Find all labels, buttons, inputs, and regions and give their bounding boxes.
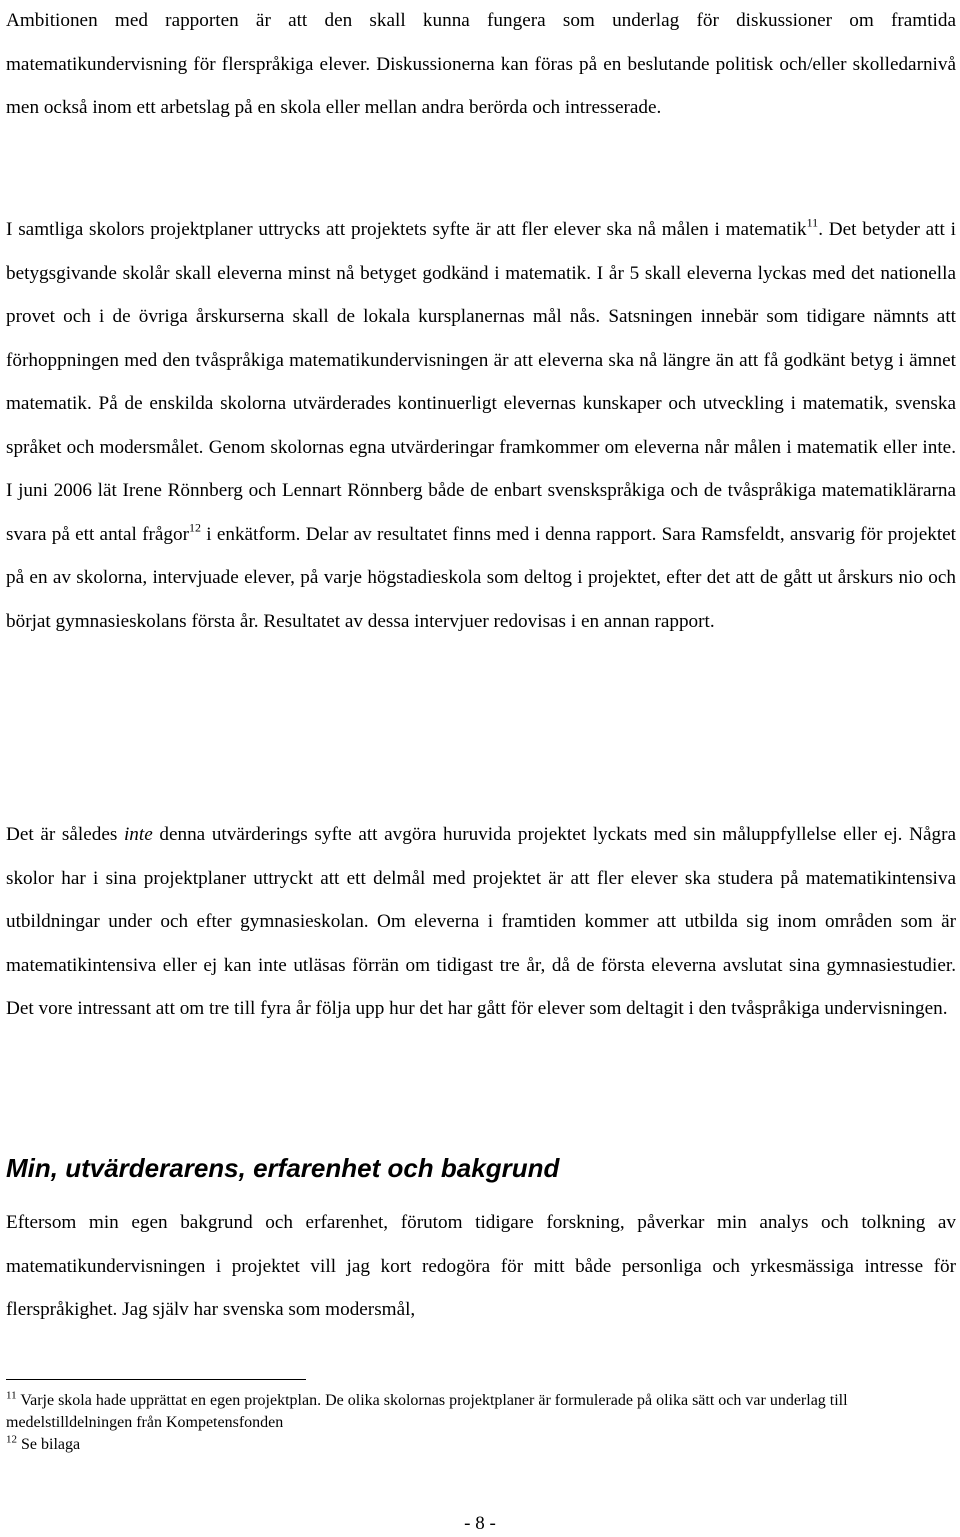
section-heading: Min, utvärderarens, erfarenhet och bakgrund bbox=[6, 1153, 560, 1183]
footnote-11 bbox=[6, 1390, 956, 1434]
paragraph-text: denna utvärderings syfte att avgöra huruvida projektet lyckats med sin måluppfyllelse eller ej. Några skolor har i sina projektplaner uttryckt att ett delmål med projektet är att fler elever ska studera på matematikintensiva utbildningar under och efter gymnasieskolan. Om eleverna i framtiden kommer att utbilda sig inom områden som är matematikintensiva eller ej kan inte utläsas förrän om tidigast tre år, då de första eleverna avslutat sina gymnasiestudier. Det vore intressant att om tre till fyra år följa upp hur det har gått för elever som deltagit i den tvåspråkiga undervisningen. bbox=[6, 824, 956, 1019]
footnote-text: Se bilaga bbox=[21, 1436, 81, 1453]
page-number: - 8 - bbox=[464, 1513, 496, 1534]
emphasis-text: inte bbox=[123, 824, 153, 845]
footnote-marker: 12 bbox=[6, 1433, 17, 1446]
footnote-separator bbox=[6, 1379, 306, 1380]
paragraph-background: Eftersom min egen bakgrund och erfarenhet, förutom tidigare forskning, påverkar min analys och tolkning av matematikundervisningen i projektet vill jag kort redogöra för mitt både personliga och yrkesmässiga intresse för flerspråkighet. Jag själv har svenska som modersmål, bbox=[6, 1212, 956, 1320]
footnote-12 bbox=[6, 1434, 956, 1456]
footnote-text: Varje skola hade upprättat en egen projektplan. De olika skolornas projektplaner är formulerade på olika sätt och var underlag till medelstilldelningen från Kompetensfonden bbox=[6, 1392, 848, 1431]
paragraph-report-ambition: Ambitionen med rapporten är att den skall kunna fungera som underlag för diskussioner om framtida matematikundervisning för flerspråkiga elever. Diskussionerna kan föras på en beslutande politisk och/eller skolledarnivå men också inom ett arbetslag på en skola eller mellan andra berörda och intresserade. bbox=[6, 10, 956, 118]
paragraph-text: I samtliga skolors projektplaner uttrycks att projektets syfte är att fler elever ska nå målen i matematik bbox=[6, 219, 807, 240]
footnote-marker: 11 bbox=[6, 1389, 17, 1402]
paragraph-text: . Det betyder att i betygsgivande skolår skall eleverna minst nå betyget godkänd i matematik. I år 5 skall eleverna lyckas med det nationella provet och i de övriga årskurserna skall de lokala kursplanernas mål nås. Satsningen innebär som tidigare nämnts att förhoppningen med den tvåspråkiga matematikundervisningen är att eleverna ska nå längre än att få godkänt betyg i ämnet matematik. På de enskilda skolorna utvärderades kontinuerligt elevernas kunskaper och utveckling i matematik, svenska språket och modersmålet. Genom skolornas egna utvärderingar framkommer om eleverna når målen i matematik eller inte. I juni 2006 lät Irene Rönnberg och Lennart Rönnberg både de enbart svenskspråkiga och de tvåspråkiga matematiklärarna svara på ett antal frågor bbox=[6, 219, 957, 545]
paragraph-text: i enkätform. Delar av resultatet finns med i denna rapport. Sara Ramsfeldt, ansvarig för projektet på en av skolorna, intervjuade elever, på varje högstadieskola som deltog i projektet, efter det att de gått ut årskurs nio och börjat gymnasieskolans första år. Resultatet av dessa intervjuer redovisas i en annan rapport. bbox=[6, 523, 957, 632]
footnotes bbox=[6, 1390, 956, 1456]
paragraph-evaluation-purpose bbox=[6, 813, 956, 1031]
footnote-reference[interactable]: 11 bbox=[806, 215, 819, 230]
paragraph-text: Det är således bbox=[6, 824, 124, 845]
paragraph-project-goals bbox=[6, 208, 956, 643]
footnote-reference[interactable]: 12 bbox=[188, 520, 201, 535]
